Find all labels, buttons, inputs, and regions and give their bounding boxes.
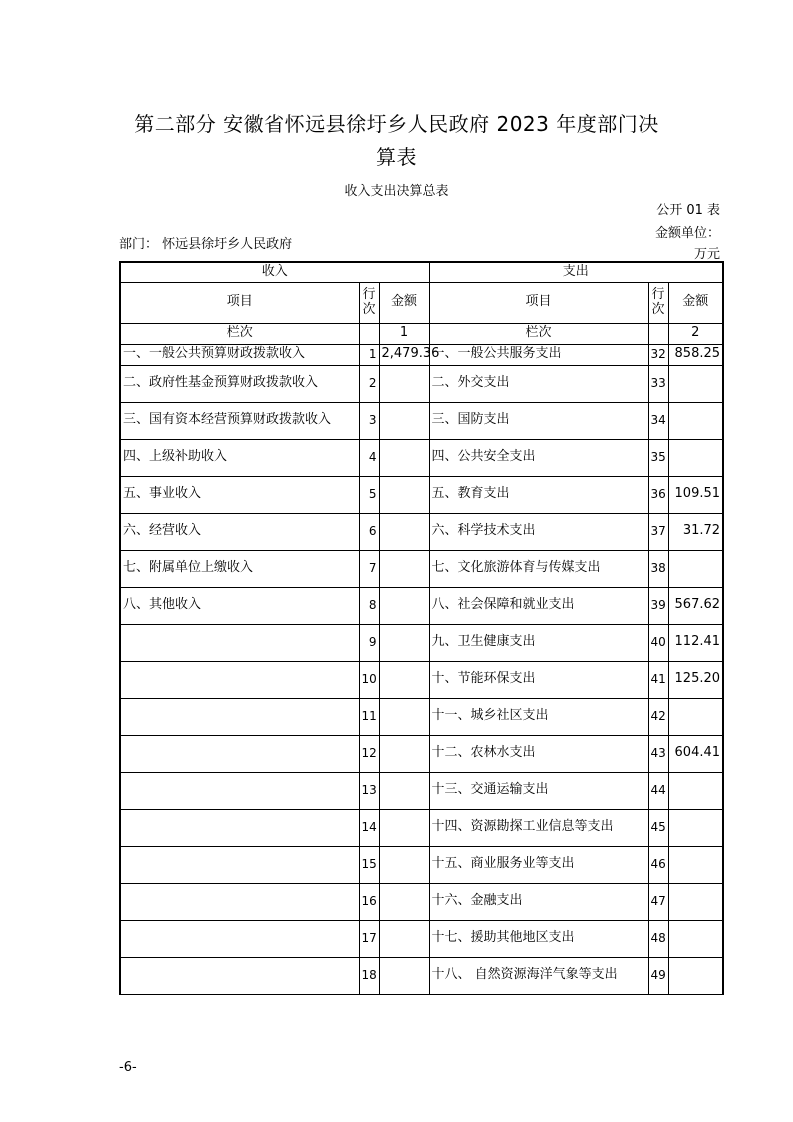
income-row-no-cell: 3 (359, 402, 379, 439)
expense-item-cell: 十八、 自然资源海洋气象等支出 (429, 957, 648, 994)
income-item-cell (120, 920, 359, 957)
table-row (120, 365, 723, 402)
expense-row-no-cell: 40 (648, 624, 668, 661)
income-row-no-cell: 10 (359, 661, 379, 698)
expense-amount-cell: 604.41 (668, 735, 723, 772)
expense-row-no-cell: 34 (648, 402, 668, 439)
income-item-cell (120, 772, 359, 809)
expense-amount-cell: 109.51 (668, 476, 723, 513)
income-row-no-cell: 9 (359, 624, 379, 661)
amount-unit-value: 万元 (693, 247, 720, 262)
income-amount-cell (379, 957, 429, 994)
expense-amount-cell: 31.72 (668, 513, 723, 550)
income-amount-cell (379, 920, 429, 957)
expense-amount-cell (668, 698, 723, 735)
expense-row-no-cell: 33 (648, 365, 668, 402)
income-row-no-cell: 2 (359, 365, 379, 402)
expense-item-cell: 十五、商业服务业等支出 (429, 846, 648, 883)
expense-amount-cell (668, 957, 723, 994)
department-label: 部门： 怀远县徐圩乡人民政府 (119, 237, 293, 252)
income-item-cell: 八、其他收入 (120, 587, 359, 624)
expense-item-cell: 十六、金融支出 (429, 883, 648, 920)
income-item-cell (120, 698, 359, 735)
income-row-no-cell: 12 (359, 735, 379, 772)
table-row (120, 698, 723, 735)
income-amount-cell (379, 772, 429, 809)
income-amount-cell (379, 476, 429, 513)
expense-col-index: 2 (668, 323, 723, 344)
expense-amount-cell (668, 550, 723, 587)
income-item-cell: 五、事业收入 (120, 476, 359, 513)
expense-row-no-cell: 46 (648, 846, 668, 883)
page-title-line1: 第二部分 安徽省怀远县徐圩乡人民政府 2023 年度部门决 (134, 112, 659, 136)
table-subtitle: 收入支出决算总表 (344, 184, 449, 199)
table-row (120, 344, 723, 365)
expense-row-no-cell: 37 (648, 513, 668, 550)
table-row (120, 735, 723, 772)
table-row (120, 476, 723, 513)
page-number: -6- (119, 1060, 137, 1075)
income-item-cell (120, 846, 359, 883)
column-index-row (120, 323, 723, 344)
expense-item-cell: 十七、援助其他地区支出 (429, 920, 648, 957)
income-row-no-cell: 6 (359, 513, 379, 550)
expense-amount-cell (668, 846, 723, 883)
income-amount-cell (379, 846, 429, 883)
amount-unit-label: 金额单位： (654, 226, 720, 241)
expense-item-cell: 五、教育支出 (429, 476, 648, 513)
income-row-no-cell: 16 (359, 883, 379, 920)
expense-item-cell: 六、科学技术支出 (429, 513, 648, 550)
table-row (120, 883, 723, 920)
income-item-cell: 一、一般公共预算财政拨款收入 (120, 344, 359, 365)
income-amount-cell (379, 550, 429, 587)
income-row-no-cell: 15 (359, 846, 379, 883)
income-amount-cell (379, 809, 429, 846)
expense-amount-cell (668, 883, 723, 920)
expense-item-cell: 十、节能环保支出 (429, 661, 648, 698)
income-amount-cell (379, 698, 429, 735)
expense-item-cell: 十二、农林水支出 (429, 735, 648, 772)
page-title-line2: 算表 (376, 145, 417, 169)
income-amount-cell (379, 883, 429, 920)
expense-amount-cell (668, 439, 723, 476)
expense-amount-header: 金额 (668, 282, 723, 323)
expense-amount-cell (668, 402, 723, 439)
income-amount-cell: 2,479.36 (379, 344, 429, 365)
expense-row-no-cell: 44 (648, 772, 668, 809)
income-amount-cell (379, 439, 429, 476)
income-row-no-cell: 1 (359, 344, 379, 365)
income-item-cell: 四、上级补助收入 (120, 439, 359, 476)
expense-row-no-cell: 45 (648, 809, 668, 846)
expense-item-cell: 三、国防支出 (429, 402, 648, 439)
income-item-cell (120, 809, 359, 846)
table-row (120, 550, 723, 587)
expense-item-cell: 八、社会保障和就业支出 (429, 587, 648, 624)
expense-amount-cell: 112.41 (668, 624, 723, 661)
expense-row-no-cell: 39 (648, 587, 668, 624)
income-amount-cell (379, 402, 429, 439)
income-amount-header: 金额 (379, 282, 429, 323)
income-row-no-cell: 5 (359, 476, 379, 513)
income-item-cell: 七、附属单位上缴收入 (120, 550, 359, 587)
expense-amount-cell: 125.20 (668, 661, 723, 698)
expense-row-no-cell: 49 (648, 957, 668, 994)
expense-amount-cell (668, 772, 723, 809)
income-row-no-cell: 8 (359, 587, 379, 624)
expense-amount-cell (668, 809, 723, 846)
income-col-index: 1 (379, 323, 429, 344)
income-row-no-cell: 18 (359, 957, 379, 994)
table-row (120, 920, 723, 957)
expense-amount-cell (668, 365, 723, 402)
income-col-label: 栏次 (120, 323, 359, 344)
expense-item-cell: 十三、交通运输支出 (429, 772, 648, 809)
income-item-cell (120, 661, 359, 698)
expense-row-no-cell: 38 (648, 550, 668, 587)
income-item-cell: 二、政府性基金预算财政拨款收入 (120, 365, 359, 402)
income-col-blank (359, 323, 379, 344)
table-row (120, 587, 723, 624)
table-row (120, 624, 723, 661)
expense-row-no-cell: 35 (648, 439, 668, 476)
table-row (120, 661, 723, 698)
expense-amount-cell: 858.25 (668, 344, 723, 365)
expense-row-no-cell: 43 (648, 735, 668, 772)
income-item-cell (120, 883, 359, 920)
expense-row-no-cell: 42 (648, 698, 668, 735)
income-row-no-cell: 4 (359, 439, 379, 476)
income-row-no-cell: 17 (359, 920, 379, 957)
income-row-no-cell: 11 (359, 698, 379, 735)
header-row-sections (120, 262, 723, 282)
income-item-cell (120, 957, 359, 994)
expense-item-cell: 七、文化旅游体育与传媒支出 (429, 550, 648, 587)
expense-item-cell: 一、一般公共服务支出 (429, 344, 648, 365)
income-expense-table (119, 261, 724, 995)
expense-item-cell: 十四、资源勘探工业信息等支出 (429, 809, 648, 846)
form-number: 公开 01 表 (656, 203, 720, 218)
expense-amount-cell (668, 920, 723, 957)
expense-row-header: 行次 (648, 282, 668, 323)
table-row (120, 809, 723, 846)
income-amount-cell (379, 661, 429, 698)
expense-item-cell: 十一、城乡社区支出 (429, 698, 648, 735)
expense-item-cell: 四、公共安全支出 (429, 439, 648, 476)
expense-item-cell: 二、外交支出 (429, 365, 648, 402)
income-amount-cell (379, 735, 429, 772)
expense-row-no-cell: 32 (648, 344, 668, 365)
expense-row-no-cell: 48 (648, 920, 668, 957)
expense-col-blank (648, 323, 668, 344)
income-item-cell (120, 735, 359, 772)
income-amount-cell (379, 624, 429, 661)
expense-section-header: 支出 (429, 262, 723, 282)
income-row-header: 行次 (359, 282, 379, 323)
table-row (120, 846, 723, 883)
table-row (120, 439, 723, 476)
income-item-cell: 三、国有资本经营预算财政拨款收入 (120, 402, 359, 439)
income-item-header: 项目 (120, 282, 359, 323)
expense-item-header: 项目 (429, 282, 648, 323)
table-row (120, 957, 723, 994)
income-amount-cell (379, 365, 429, 402)
income-row-no-cell: 7 (359, 550, 379, 587)
expense-row-no-cell: 41 (648, 661, 668, 698)
expense-col-label: 栏次 (429, 323, 648, 344)
income-item-cell (120, 624, 359, 661)
header-row-columns (120, 282, 723, 323)
table-row (120, 402, 723, 439)
income-section-header: 收入 (120, 262, 429, 282)
expense-row-no-cell: 47 (648, 883, 668, 920)
income-row-no-cell: 13 (359, 772, 379, 809)
income-item-cell: 六、经营收入 (120, 513, 359, 550)
income-amount-cell (379, 587, 429, 624)
income-amount-cell (379, 513, 429, 550)
table-row (120, 513, 723, 550)
expense-amount-cell: 567.62 (668, 587, 723, 624)
expense-item-cell: 九、卫生健康支出 (429, 624, 648, 661)
income-row-no-cell: 14 (359, 809, 379, 846)
table-row (120, 772, 723, 809)
expense-row-no-cell: 36 (648, 476, 668, 513)
